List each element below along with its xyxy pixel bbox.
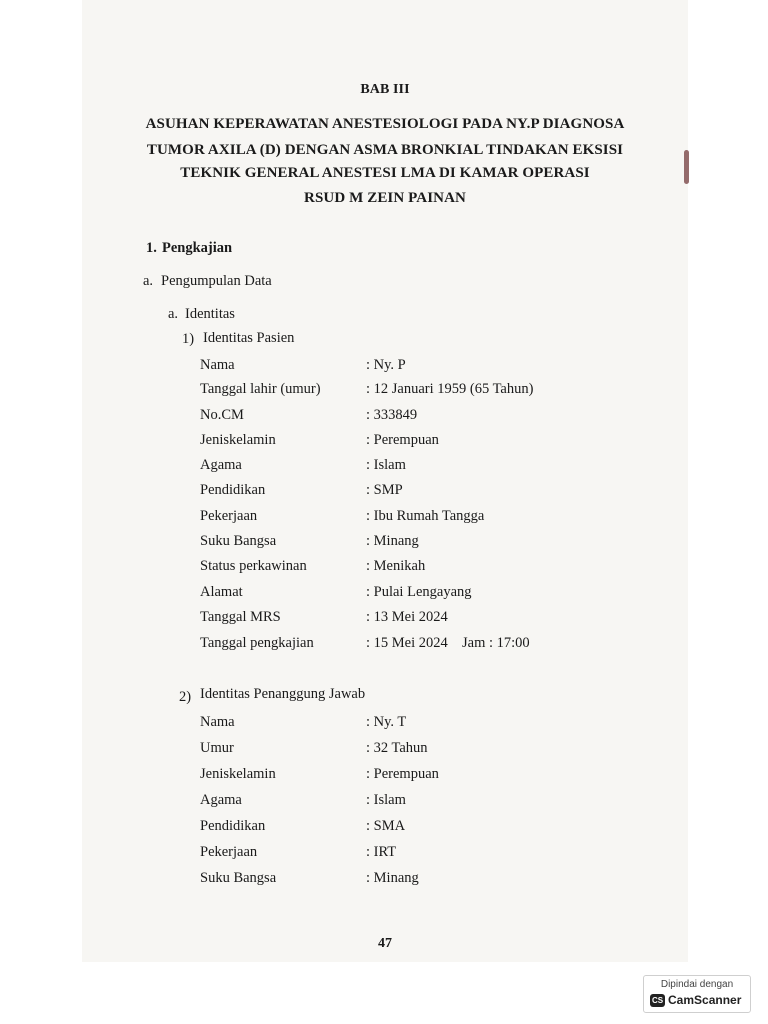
guardian-field-row <box>200 792 620 814</box>
field-value: : Minang <box>366 533 419 549</box>
guardian-field-row <box>200 844 620 866</box>
patient-field-row <box>200 635 620 657</box>
field-label: Nama <box>200 714 235 730</box>
field-value: : 15 Mei 2024 <box>366 635 448 651</box>
guardian-field-row <box>200 740 620 762</box>
section-1-label: Pengkajian <box>162 240 233 256</box>
field-label: Suku Bangsa <box>200 533 277 549</box>
field-label: Jeniskelamin <box>200 766 276 782</box>
field-value: : Perempuan <box>366 432 439 448</box>
field-label: Pekerjaan <box>200 844 258 860</box>
guardian-number: 2) <box>179 689 192 705</box>
patient-field-row <box>200 533 620 555</box>
guardian-heading: Identitas Penanggung Jawab <box>200 686 366 702</box>
field-label: Pekerjaan <box>200 508 258 524</box>
chapter-heading: BAB III <box>360 82 410 97</box>
patient-field-row <box>200 508 620 530</box>
title-line-3: TEKNIK GENERAL ANESTESI LMA DI KAMAR OPERASI <box>180 165 590 181</box>
field-value: : Islam <box>366 457 406 473</box>
title-line-4: RSUD M ZEIN PAINAN <box>304 190 466 206</box>
title-line-2: TUMOR AXILA (D) DENGAN ASMA BRONKIAL TINDAKAN EKSISI <box>146 142 624 158</box>
watermark-brand: CamScanner <box>668 993 742 1007</box>
field-label: Suku Bangsa <box>200 870 277 886</box>
camscanner-logo-icon: CS <box>651 996 664 1005</box>
field-label: Tanggal pengkajian <box>200 635 314 651</box>
patient-heading: Identitas Pasien <box>203 330 295 346</box>
patient-field-row <box>200 584 620 606</box>
field-label: Tanggal MRS <box>200 609 281 625</box>
field-value: : 333849 <box>366 407 418 423</box>
section-a-number: a. <box>143 273 154 289</box>
field-label: Pendidikan <box>200 818 266 834</box>
field-label: Nama <box>200 357 235 373</box>
field-value: : Menikah <box>366 558 426 574</box>
patient-number: 1) <box>182 331 195 347</box>
patient-field-row <box>200 407 620 429</box>
guardian-field-row <box>200 714 620 736</box>
field-label: Status perkawinan <box>200 558 307 574</box>
watermark-caption: Dipindai dengan <box>660 979 734 990</box>
field-label: No.CM <box>200 407 244 423</box>
subsection-a-label: Identitas <box>185 306 235 322</box>
field-value: : Perempuan <box>366 766 439 782</box>
field-label: Pendidikan <box>200 482 266 498</box>
guardian-field-row <box>200 870 620 892</box>
page-number: 47 <box>378 936 392 951</box>
field-label: Agama <box>200 457 242 473</box>
field-value: : 12 Januari 1959 (65 Tahun) <box>366 381 534 397</box>
section-a-label: Pengumpulan Data <box>161 273 272 289</box>
field-value: : Ny. P <box>366 357 406 373</box>
field-label: Alamat <box>200 584 243 600</box>
field-value: : 32 Tahun <box>366 740 428 756</box>
field-value: : 13 Mei 2024 <box>366 609 448 625</box>
field-label: Tanggal lahir (umur) <box>200 381 321 397</box>
field-label: Umur <box>200 740 234 756</box>
subsection-a-number: a. <box>168 306 179 322</box>
field-value: : IRT <box>366 844 397 860</box>
field-value: : SMA <box>366 818 406 834</box>
field-value: : Ny. T <box>366 714 407 730</box>
assessment-time: Jam : 17:00 <box>462 635 530 651</box>
field-value: : SMP <box>366 482 403 498</box>
camscanner-watermark <box>643 975 751 1013</box>
field-label: Jeniskelamin <box>200 432 276 448</box>
patient-field-row <box>200 381 620 403</box>
field-value: : Pulai Lengayang <box>366 584 472 600</box>
field-value: : Minang <box>366 870 419 886</box>
patient-field-row <box>200 482 620 504</box>
field-label: Agama <box>200 792 242 808</box>
patient-field-row <box>200 457 620 479</box>
guardian-field-row <box>200 818 620 840</box>
guardian-field-row <box>200 766 620 788</box>
patient-field-row <box>200 558 620 580</box>
section-1-number: 1. <box>146 240 157 256</box>
title-line-1: ASUHAN KEPERAWATAN ANESTESIOLOGI PADA NY.P DIAGNOSA <box>145 116 625 132</box>
field-value: : Islam <box>366 792 406 808</box>
patient-field-row <box>200 357 620 379</box>
patient-field-row <box>200 609 620 631</box>
field-value: : Ibu Rumah Tangga <box>366 508 485 524</box>
patient-field-row <box>200 432 620 454</box>
